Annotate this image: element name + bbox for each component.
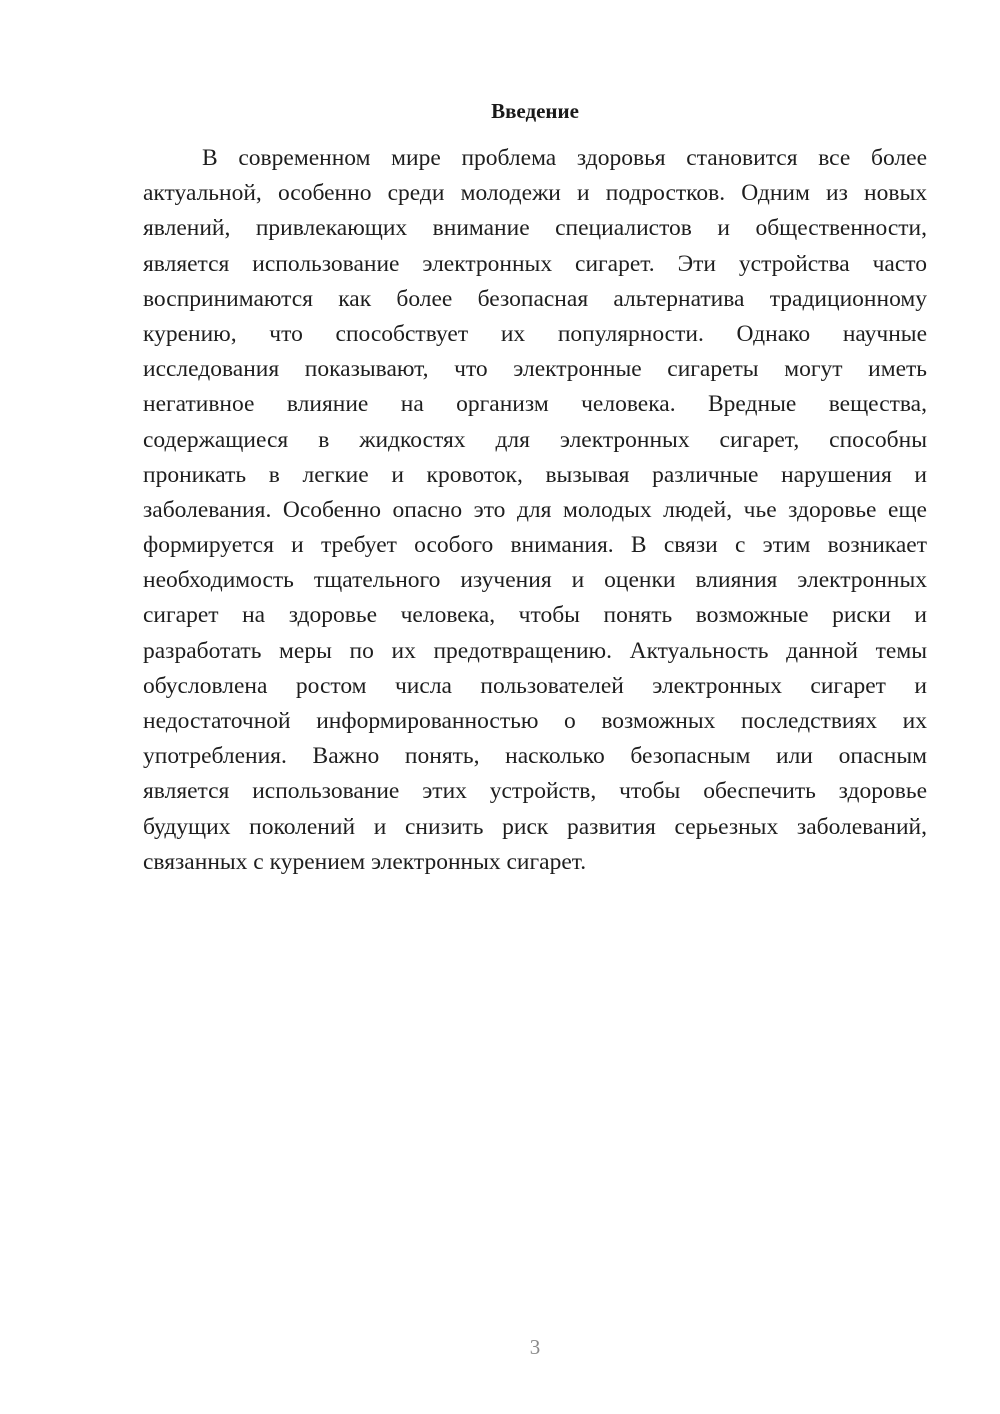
paragraph-line: воспринимаются как более безопасная альтернатива традиционному bbox=[143, 285, 927, 312]
paragraph-line: является использование электронных сигарет. Эти устройства часто bbox=[143, 250, 927, 277]
paragraph-line: явлений, привлекающих внимание специалистов и общественности, bbox=[143, 215, 927, 242]
paragraph-line: содержащиеся в жидкостях для электронных сигарет, способны bbox=[143, 426, 927, 453]
paragraph-line: недостаточной информированностью о возможных последствиях их bbox=[143, 708, 927, 734]
paragraph-line: исследования показывают, что электронные сигареты могут иметь bbox=[143, 356, 927, 383]
paragraph-line: курению, что способствует их популярности. Однако научные bbox=[143, 320, 927, 347]
paragraph-line: формируется и требует особого внимания. В связи с этим возникает bbox=[143, 532, 927, 559]
paragraph-line: разработать меры по их предотвращению. Актуальность данной темы bbox=[143, 637, 927, 664]
paragraph-line: будущих поколений и снизить риск развития серьезных заболеваний, bbox=[143, 813, 927, 840]
paragraph-line: употребления. Важно понять, насколько безопасным или опасным bbox=[143, 743, 927, 770]
paragraph-line: обусловлена ростом числа пользователей электронных сигарет и bbox=[143, 672, 927, 699]
paragraph-line: заболевания. Особенно опасно это для молодых людей, чье здоровье еще bbox=[143, 496, 927, 523]
paragraph-line: необходимость тщательного изучения и оценки влияния электронных bbox=[143, 567, 927, 594]
section-heading: Введение bbox=[491, 99, 579, 123]
introduction-paragraph bbox=[143, 141, 927, 880]
page-number: 3 bbox=[529, 1335, 541, 1359]
paragraph-line: негативное влияние на организм человека. Вредные вещества, bbox=[143, 391, 927, 418]
paragraph-line: проникать в легкие и кровоток, вызывая различные нарушения и bbox=[143, 461, 927, 488]
paragraph-line: сигарет на здоровье человека, чтобы понять возможные риски и bbox=[143, 602, 927, 629]
paragraph-line: является использование этих устройств, чтобы обеспечить здоровье bbox=[143, 778, 927, 805]
paragraph-line: В современном мире проблема здоровья становится все более bbox=[202, 145, 927, 171]
paragraph-line: связанных с курением электронных сигарет. bbox=[143, 848, 587, 875]
paragraph-line: актуальной, особенно среди молодежи и подростков. Одним из новых bbox=[143, 180, 927, 207]
